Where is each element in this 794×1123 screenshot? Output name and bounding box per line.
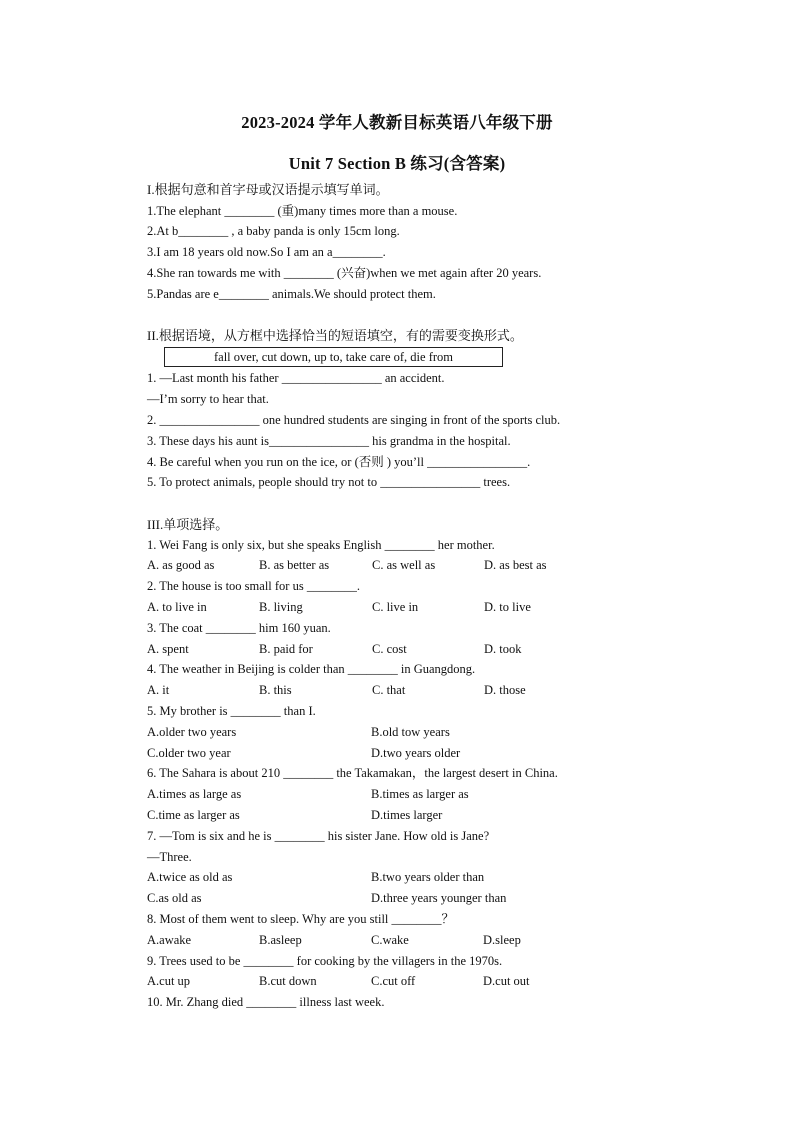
phrase-box: fall over, cut down, up to, take care of, die from [164,347,503,367]
s2-item-1: 1. —Last month his father ________________ an accident. [147,371,445,385]
s1-item-3: 3.I am 18 years old now.So I am an a________. [147,245,386,259]
q6-option-c: C.time as larger as [147,808,240,822]
q1-stem: 1. Wei Fang is only six, but she speaks English ________ her mother. [147,538,495,552]
q3-option-d: D. took [484,642,522,656]
document-title: 2023-2024 学年人教新目标英语八年级下册 [241,113,553,132]
q4-option-d: D. those [484,683,526,697]
s1-item-1: 1.The elephant ________ (重)many times more than a mouse. [147,204,458,218]
q8-stem: 8. Most of them went to sleep. Why are you still ________？ [147,912,455,926]
q7-stem: 7. —Tom is six and he is ________ his sister Jane. How old is Jane? [147,829,490,843]
q5-stem: 5. My brother is ________ than I. [147,704,316,718]
q1-option-c: C. as well as [372,558,436,572]
q4-option-c: C. that [372,683,406,697]
q8-option-d: D.sleep [483,933,521,947]
s1-item-4: 4.She ran towards me with ________ (兴奋)when we met again after 20 years. [147,266,542,280]
s2-item-3: 3. These days his aunt is________________ his grandma in the hospital. [147,434,511,448]
q4-stem: 4. The weather in Beijing is colder than ________ in Guangdong. [147,662,476,676]
q5-option-a: A.older two years [147,725,237,739]
q8-option-a: A.awake [147,933,192,947]
section-1-heading: I.根据句意和首字母或汉语提示填写单词。 [147,182,389,197]
q2-option-c: C. live in [372,600,419,614]
document-subtitle: Unit 7 Section B 练习(含答案) [288,154,506,173]
section-2-heading: II.根据语境，从方框中选择恰当的短语填空，有的需要变换形式。 [147,328,523,343]
s1-item-2: 2.At b________ , a baby panda is only 15cm long. [147,224,400,238]
s2-item-5: 5. To protect animals, people should try not to ________________ trees. [147,475,511,489]
q8-option-b: B.asleep [259,933,302,947]
q5-option-c: C.older two year [147,746,231,760]
s2-item-4: 4. Be careful when you run on the ice, or (否则 ) you’ll ________________. [147,455,531,469]
q6-option-a: A.times as large as [147,787,242,801]
q1-option-d: D. as best as [484,558,547,572]
q6-option-b: B.times as larger as [371,787,469,801]
q9-option-d: D.cut out [483,974,530,988]
q2-option-b: B. living [259,600,303,614]
q9-option-c: C.cut off [371,974,416,988]
q8-option-c: C.wake [371,933,409,947]
q7-option-d: D.three years younger than [371,891,507,905]
q9-option-b: B.cut down [259,974,317,988]
q7-option-a: A.twice as old as [147,870,233,884]
s2-item-1-reply: —I’m sorry to hear that. [147,392,269,406]
q1-option-b: B. as better as [259,558,330,572]
q2-option-a: A. to live in [147,600,207,614]
q5-option-b: B.old tow years [371,725,450,739]
q3-option-c: C. cost [372,642,407,656]
s1-item-5: 5.Pandas are e________ animals.We should protect them. [147,287,436,301]
q6-stem: 6. The Sahara is about 210 ________ the Takamakan，the largest desert in China. [147,766,558,780]
q7-option-b: B.two years older than [371,870,485,884]
q6-option-d: D.times larger [371,808,443,822]
q2-stem: 2. The house is too small for us ________. [147,579,360,593]
q7-reply: —Three. [147,850,192,864]
s2-item-2: 2. ________________ one hundred students are singing in front of the sports club. [147,413,561,427]
q5-option-d: D.two years older [371,746,461,760]
q3-option-b: B. paid for [259,642,313,656]
q1-option-a: A. as good as [147,558,215,572]
q10-stem: 10. Mr. Zhang died ________ illness last week. [147,995,385,1009]
q2-option-d: D. to live [484,600,531,614]
q9-option-a: A.cut up [147,974,191,988]
q4-option-a: A. it [147,683,170,697]
section-3-heading: III.单项选择。 [147,517,229,532]
q3-option-a: A. spent [147,642,189,656]
q9-stem: 9. Trees used to be ________ for cooking by the villagers in the 1970s. [147,954,503,968]
q7-option-c: C.as old as [147,891,202,905]
q3-stem: 3. The coat ________ him 160 yuan. [147,621,331,635]
q4-option-b: B. this [259,683,292,697]
